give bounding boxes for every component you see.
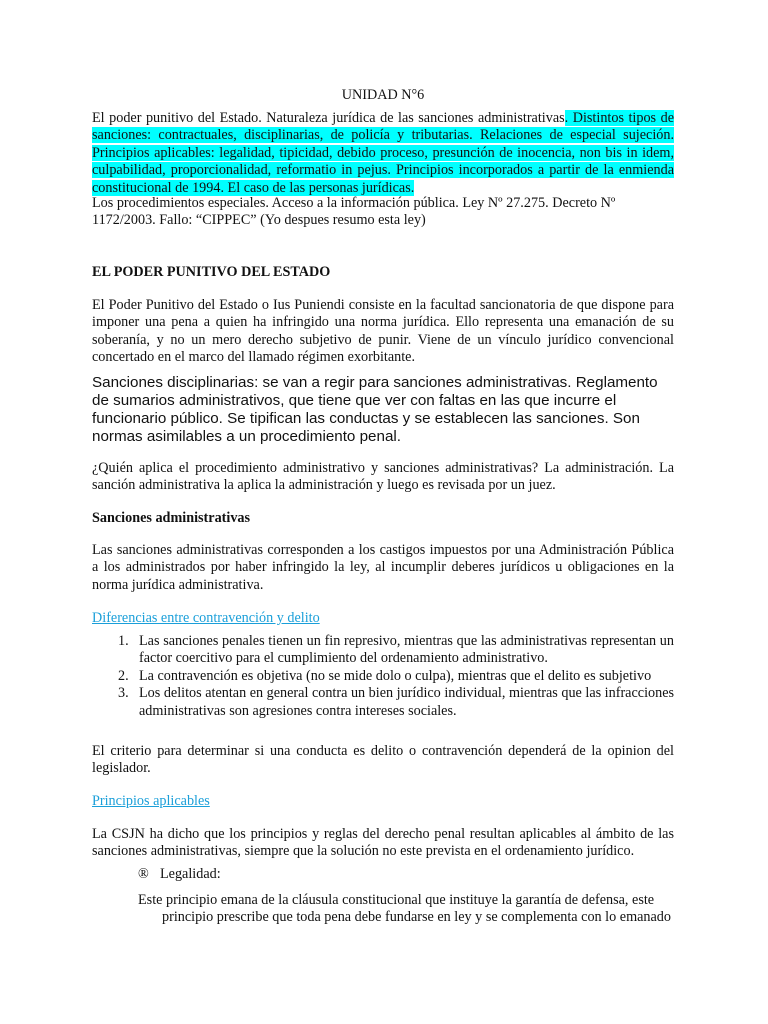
poder-punitivo-paragraph: El Poder Punitivo del Estado o Ius Puniendi consiste en la facultad sancionatoria de que dispone para imponer una pena a quien ha infringido una norma jurídica. Ello representa una emanación de su soberanía, y no un mero derecho subjetivo de punir. Viene de un vínculo jurídico convencional concertado en el marco del llamado régimen exorbitante. (92, 297, 674, 366)
criterio-paragraph: El criterio para determinar si una conducta es delito o contravención dependerá de la opinion del legislador. (92, 743, 674, 777)
unit-heading: UNIDAD N°6 (341, 87, 425, 103)
list-item-text: Las sanciones penales tienen un fin represivo, mientras que las administrativas representan un factor coercitivo para el cumplimiento del ordenamiento administrativo. (139, 633, 674, 667)
list-item (92, 633, 674, 668)
diferencias-heading (92, 610, 674, 627)
registered-bullet-icon: ® (138, 866, 149, 882)
principios-heading (92, 793, 674, 810)
intro-highlighted-text: . Distintos tipos de sanciones: contractuales, disciplinarias, de policía y tributarias. Relaciones de especial sujeción. Principios aplicables: legalidad, tipicidad, debido proceso, presunción de inocencia, non bis in idem, culpabilidad, proporcionalidad, reformatio in pejus. Principios incorporados a partir de la enmienda constitucional de 1994. El caso de las personas jurídicas. (92, 110, 674, 196)
legalidad-text-line-2: principio prescribe que toda pena debe fundarse en ley y se complementa con lo emanado (162, 909, 671, 926)
legalidad-label: Legalidad: (160, 866, 221, 882)
list-item-text: Los delitos atentan en general contra un bien jurídico individual, mientras que las infracciones administrativas son agresiones contra intereses sociales. (139, 685, 675, 719)
list-item-number: 2. (118, 667, 129, 684)
intro-plain-text: El poder punitivo del Estado. Naturaleza jurídica de las sanciones administrativas (92, 110, 565, 126)
sanciones-paragraph: Las sanciones administrativas corresponden a los castigos impuestos por una Administración Pública a los administrados por haber infringido la ley, al incumplir deberes jurídicos u obligaciones en la norma jurídica administrativa. (92, 542, 674, 593)
diferencias-list (92, 633, 674, 720)
legalidad-text-line-1: Este principio emana de la cláusula constitucional que instituye la garantía de defensa, este (138, 892, 655, 908)
procedures-paragraph: Los procedimientos especiales. Acceso a la información pública. Ley Nº 27.275. Decreto Nº 1172/2003. Fallo: “CIPPEC” (Yo despues resumo esta ley) (92, 195, 616, 229)
legalidad-paragraph (138, 892, 674, 927)
disciplinarias-paragraph: Sanciones disciplinarias: se van a regir para sanciones administrativas. Reglamento de sumarios administrativos, que tiene que ver con faltas en las que incurre el funcionario público. Se tipifican las conductas y se establecen las sanciones. Son normas asimilables a un procedimiento penal. (92, 374, 658, 445)
intro-paragraph (92, 110, 674, 197)
principios-link[interactable]: Principios aplicables (92, 793, 210, 809)
list-item (92, 685, 674, 720)
quien-aplica-paragraph: ¿Quién aplica el procedimiento administrativo y sanciones administrativas? La administración. La sanción administrativa la aplica la administración y luego es revisada por un juez. (92, 460, 674, 494)
section-title: EL PODER PUNITIVO DEL ESTADO (92, 264, 331, 280)
diferencias-link[interactable]: Diferencias entre contravención y delito (92, 610, 320, 626)
csjn-paragraph: La CSJN ha dicho que los principios y reglas del derecho penal resultan aplicables al ámbito de las sanciones administrativas, siempre que la solución no este prevista en el ordenamiento jurídico. (92, 826, 674, 860)
list-item (92, 668, 674, 685)
list-item-number: 3. (118, 685, 129, 702)
sanciones-subheading: Sanciones administrativas (92, 510, 251, 526)
legalidad-item (138, 866, 221, 883)
list-item-number: 1. (118, 633, 129, 649)
list-item-text: La contravención es objetiva (no se mide dolo o culpa), mientras que el delito es subjetivo (139, 667, 652, 684)
